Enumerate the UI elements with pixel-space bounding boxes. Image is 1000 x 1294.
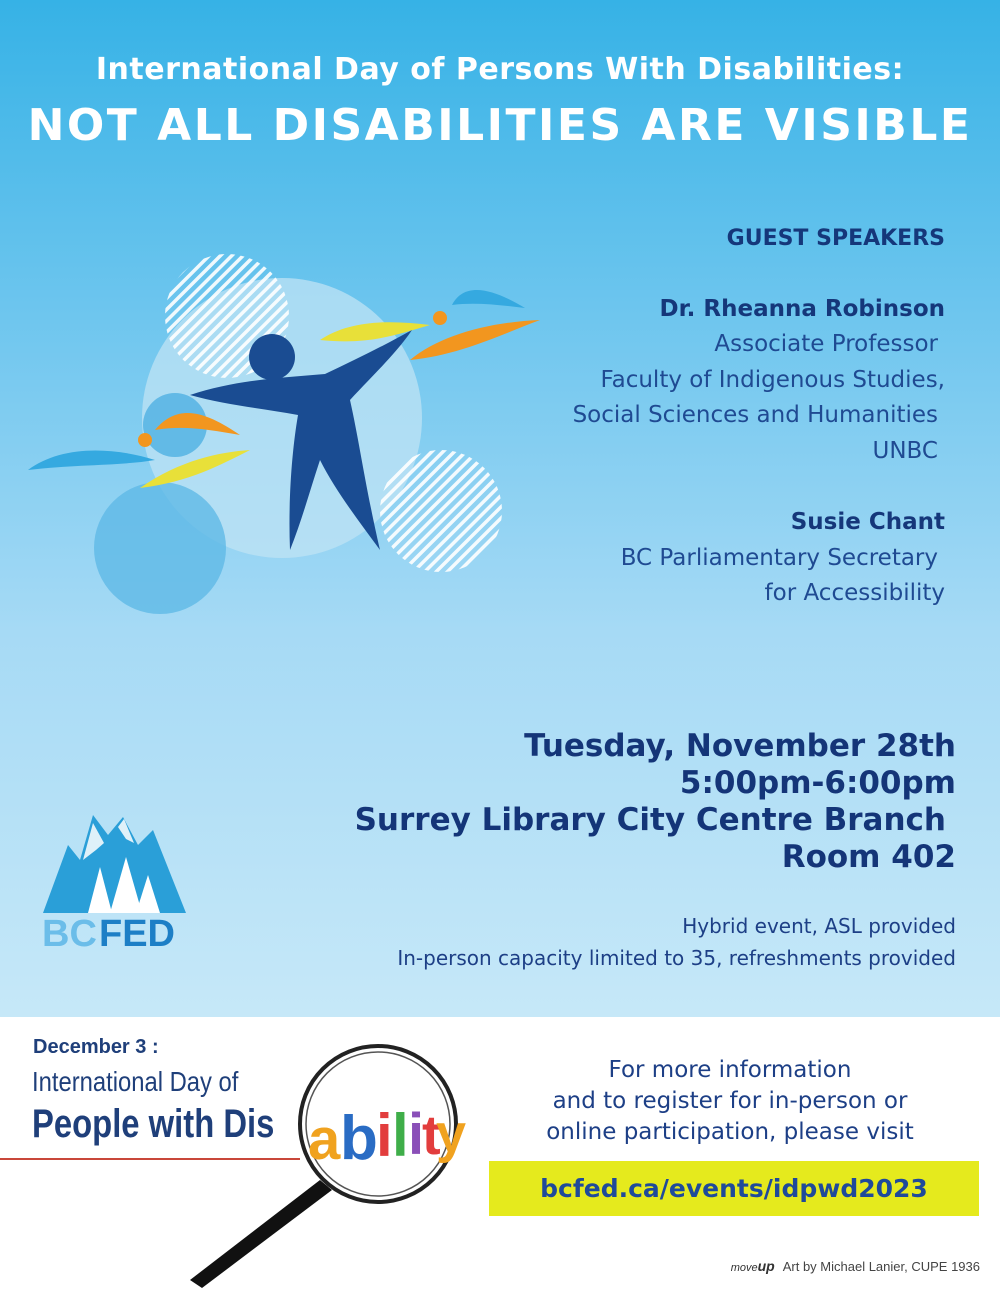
speaker-2-line: BC Parliamentary Secretary	[620, 545, 938, 571]
ability-letter: t	[422, 1103, 441, 1166]
speaker-1-line: UNBC	[872, 438, 938, 464]
ability-letter: y	[436, 1104, 467, 1164]
guest-speakers-heading: GUEST SPEAKERS	[726, 226, 945, 251]
idpwd-line-2: People with Dis	[32, 1102, 275, 1146]
moveup-logo-prefix: move	[730, 1262, 758, 1274]
lower-left-circle	[94, 482, 226, 614]
event-date: Tuesday, November 28th	[524, 728, 956, 764]
orange-swirl-right	[410, 320, 540, 360]
magnifier-icon	[170, 1044, 470, 1289]
blue-swirl-right	[452, 290, 525, 308]
info-line: online participation, please visit	[546, 1119, 914, 1145]
speaker-1-line: Social Sciences and Humanities	[572, 402, 938, 428]
blue-wave-left	[28, 451, 155, 470]
event-location: Surrey Library City Centre Branch	[354, 802, 946, 838]
title-line-2: NOT ALL DISABILITIES ARE VISIBLE	[27, 100, 973, 151]
registration-url-link[interactable]: bcfed.ca/events/idpwd2023	[540, 1174, 928, 1203]
moveup-logo	[730, 1258, 775, 1274]
speaker-1-line: Associate Professor	[714, 331, 938, 357]
speaker-1-line: Faculty of Indigenous Studies,	[600, 367, 945, 393]
speaker-1-name: Dr. Rheanna Robinson	[659, 296, 945, 322]
bcfed-logo	[38, 805, 193, 950]
info-line: For more information	[608, 1057, 852, 1083]
ability-letter: b	[340, 1104, 378, 1173]
figure-head	[249, 334, 295, 380]
event-time: 5:00pm-6:00pm	[679, 765, 956, 801]
art-credit-text: Art by Michael Lanier, CUPE 1936	[782, 1259, 980, 1274]
figure-illustration	[20, 250, 550, 620]
ability-letter: l	[392, 1102, 409, 1169]
info-text	[490, 1055, 970, 1148]
ability-letter: i	[376, 1102, 393, 1169]
ability-letter: a	[308, 1107, 341, 1172]
event-note: In-person capacity limited to 35, refreshments provided	[397, 946, 956, 970]
moveup-logo-suffix: up	[757, 1258, 775, 1274]
url-highlight-box[interactable]	[489, 1161, 979, 1216]
idpwd-date: December 3 :	[33, 1036, 159, 1058]
title-line-1: International Day of Persons With Disabilities:	[95, 52, 905, 87]
speaker-2-name: Susie Chant	[790, 509, 945, 535]
idpwd-line-1: International Day of	[32, 1066, 239, 1097]
art-credit	[731, 1258, 980, 1274]
event-note: Hybrid event, ASL provided	[682, 914, 956, 938]
event-room: Room 402	[781, 839, 956, 875]
magnifier-handle	[190, 1180, 332, 1288]
orange-dot-right	[433, 311, 447, 325]
info-line: and to register for in-person or	[552, 1088, 908, 1114]
logo-text-bc: BC	[42, 913, 97, 950]
striped-circle-right	[380, 450, 502, 572]
orange-dot-left	[138, 433, 152, 447]
logo-text-fed: FED	[99, 913, 175, 950]
ability-letter: i	[408, 1102, 425, 1167]
speaker-2-line: for Accessibility	[764, 580, 945, 606]
